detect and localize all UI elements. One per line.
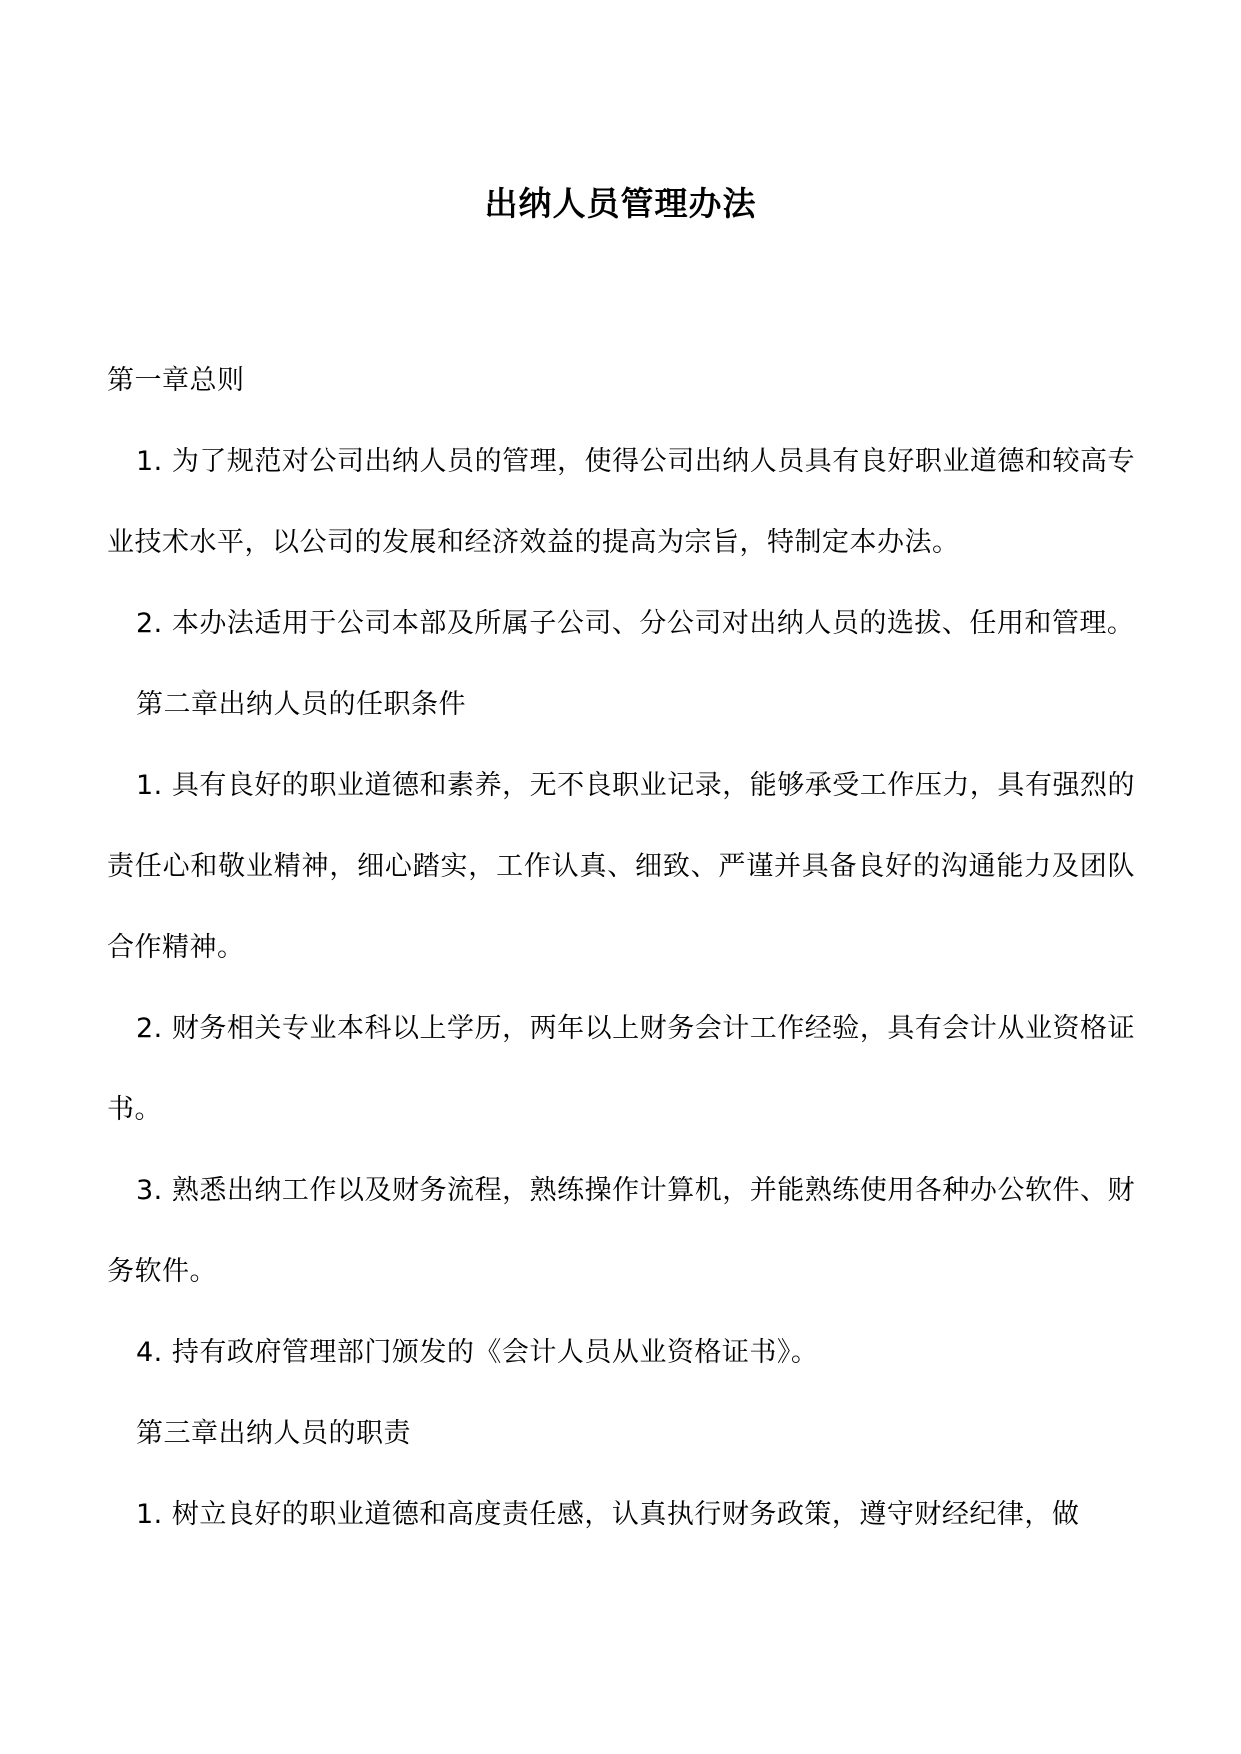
- chapter-heading-2: 第二章出纳人员的任职条件: [136, 689, 466, 720]
- paragraph: 2. 本办法适用于公司本部及所属子公司、分公司对出纳人员的选拔、任用和管理。: [136, 608, 1135, 639]
- paragraph: 1. 树立良好的职业道德和高度责任感，认真执行财务政策，遵守财经纪律，做: [136, 1499, 1080, 1530]
- page-title: 出纳人员管理办法: [484, 184, 757, 224]
- paragraph: 3. 熟悉出纳工作以及财务流程，熟练操作计算机，并能熟练使用各种办公软件、财务软件。: [107, 1175, 1135, 1287]
- paragraph: 1. 具有良好的职业道德和素养，无不良职业记录，能够承受工作压力，具有强烈的责任心和敬业精神，细心踏实，工作认真、细致、严谨并具备良好的沟通能力及团队合作精神。: [107, 770, 1135, 963]
- paragraph: 4. 持有政府管理部门颁发的《会计人员从业资格证书》。: [136, 1337, 819, 1368]
- paragraph: 2. 财务相关专业本科以上学历，两年以上财务会计工作经验，具有会计从业资格证书。: [107, 1013, 1135, 1125]
- chapter-heading-1: 第一章总则: [107, 365, 245, 396]
- chapter-heading-3: 第三章出纳人员的职责: [136, 1418, 411, 1449]
- paragraph: 1. 为了规范对公司出纳人员的管理，使得公司出纳人员具有良好职业道德和较高专业技术水平，以公司的发展和经济效益的提高为宗旨，特制定本办法。: [107, 446, 1135, 558]
- document-body: [107, 340, 1135, 1555]
